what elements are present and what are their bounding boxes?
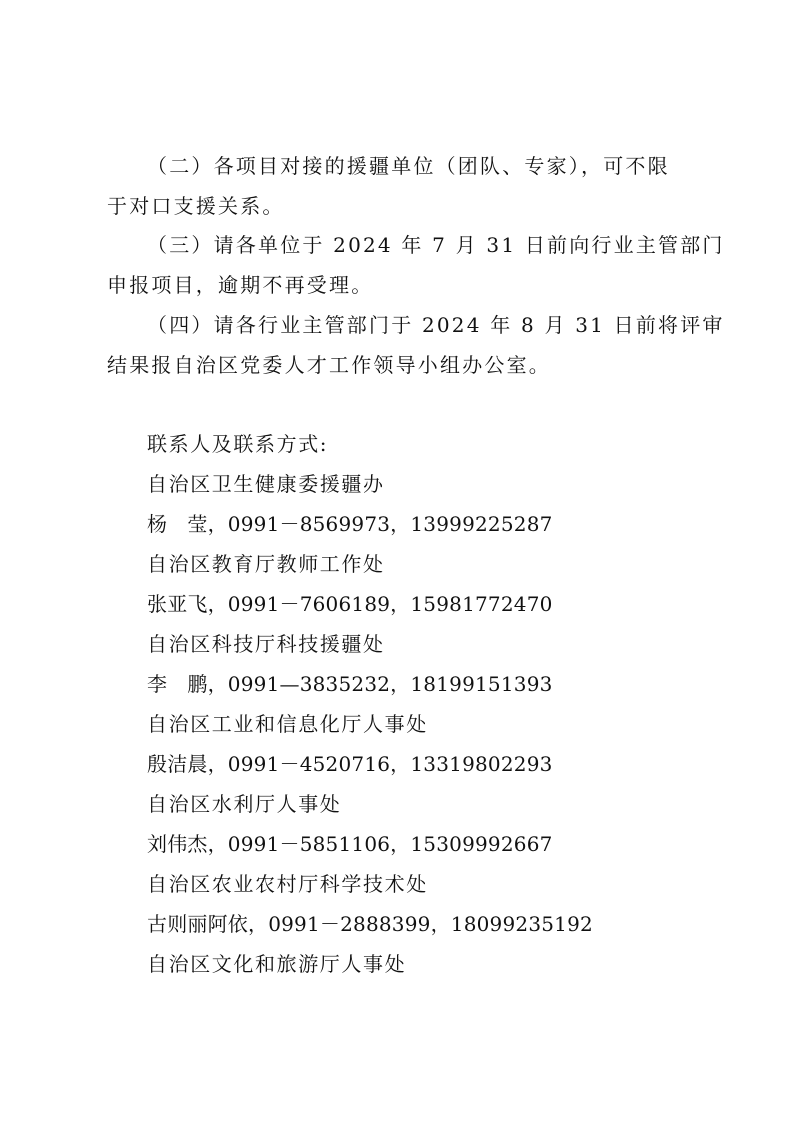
contact-unit: 自治区工业和信息化厅人事处 <box>147 712 428 736</box>
paragraph-line: （二）各项目对接的援疆单位（团队、专家），可不限 <box>147 154 670 178</box>
contact-person: 杨 莹，0991－8569973，13999225287 <box>147 512 553 536</box>
contact-person: 古则丽阿依，0991－2888399，18099235192 <box>147 912 593 936</box>
contact-person: 张亚飞，0991－7606189，15981772470 <box>147 592 553 616</box>
contact-unit: 自治区文化和旅游厅人事处 <box>147 952 407 976</box>
contact-unit: 自治区农业农村厅科学技术处 <box>147 872 428 896</box>
paragraph-line: 申报项目，逾期不再受理。 <box>107 273 374 297</box>
contact-person: 李 鹏，0991—3835232，18199151393 <box>147 672 553 696</box>
paragraph-line: 于对口支援关系。 <box>107 194 285 218</box>
contact-unit: 自治区卫生健康委援疆办 <box>147 472 385 496</box>
contact-person: 刘伟杰，0991－5851106，15309992667 <box>147 832 553 856</box>
paragraph-line: 结果报自治区党委人才工作领导小组办公室。 <box>107 353 551 377</box>
contact-person: 殷洁晨，0991－4520716，13319802293 <box>147 752 553 776</box>
contact-heading: 联系人及联系方式: <box>147 432 329 456</box>
contact-unit: 自治区科技厅科技援疆处 <box>147 632 385 656</box>
paragraph-line: （四）请各行业主管部门于 2024 年 8 月 31 日前将评审 <box>147 313 725 337</box>
contact-unit: 自治区教育厅教师工作处 <box>147 552 385 576</box>
paragraph-line: （三）请各单位于 2024 年 7 月 31 日前向行业主管部门 <box>147 233 725 257</box>
contact-unit: 自治区水利厅人事处 <box>147 792 342 816</box>
